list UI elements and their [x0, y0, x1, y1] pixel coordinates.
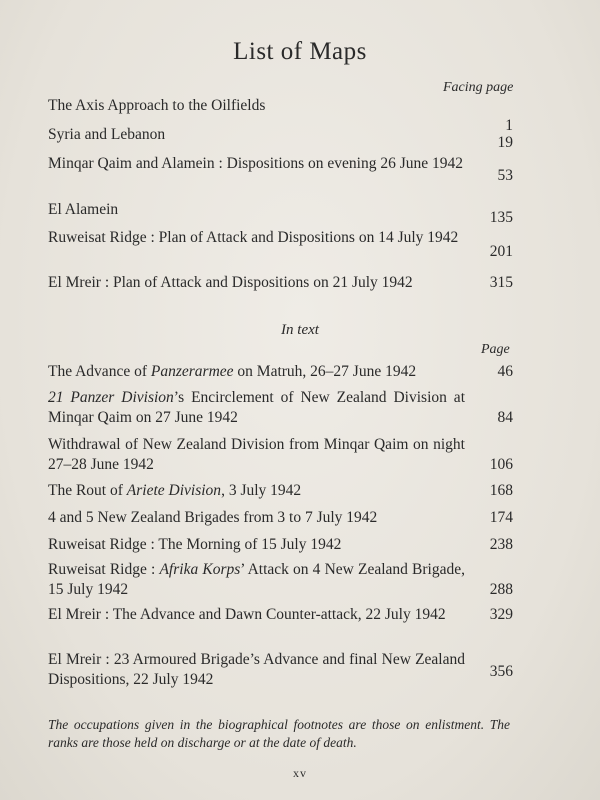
map-entry — [48, 96, 513, 134]
text-map-title-pre: The Rout of — [48, 482, 127, 499]
text-map-title-pre: 4 and 5 New Zealand Brigades from 3 to 7 July 1942 — [48, 509, 378, 526]
facing-page-label: Facing page — [443, 80, 514, 95]
in-text-heading: In text — [281, 322, 319, 338]
text-map-title-em: 21 Panzer Division — [48, 389, 174, 406]
map-entry-title: The Axis Approach to the Oilfields — [48, 97, 266, 114]
text-map-title-post: ’s Encirclement of New Zealand Division at Minqar Qaim on 27 June 1942 — [48, 389, 465, 426]
map-entry-page: 1 — [505, 117, 513, 134]
map-entry-title: El Mreir : Plan of Attack and Dispositions on 21 July 1942 — [48, 274, 413, 291]
text-map-title-post: , 3 July 1942 — [221, 482, 302, 499]
text-map-page: 329 — [489, 606, 513, 623]
text-map-title-pre: El Mreir : The Advance and Dawn Counter-attack, 22 July 1942 — [48, 606, 446, 623]
text-map-page: 356 — [489, 663, 513, 680]
map-entry-page: 315 — [489, 274, 513, 291]
text-map-entry — [48, 650, 513, 690]
text-map-title-pre: The Advance of — [48, 363, 151, 380]
text-map-entry — [48, 362, 513, 382]
text-map-title-em: Panzerarmee — [150, 363, 234, 380]
text-map-page: 288 — [489, 581, 513, 598]
map-entry — [48, 200, 513, 226]
text-map-page: 46 — [497, 363, 513, 380]
map-entry-title: Minqar Qaim and Alamein : Dispositions on evening 26 June 1942 — [48, 155, 464, 172]
map-entry — [48, 273, 513, 293]
footnote: The occupations given in the biographical footnotes are those on enlistment. The ranks are those held on discharge or at the date of death. — [48, 717, 510, 750]
map-entry-page: 201 — [489, 243, 513, 260]
text-map-title-pre: El Mreir : 23 Armoured Brigade’s Advance and final New Zealand Dispositions, 22 July 1942 — [48, 651, 465, 688]
text-map-title-pre: Ruweisat Ridge : The Morning of 15 July 1942 — [48, 536, 342, 553]
text-map-title-em: Afrika Korps — [159, 561, 241, 578]
map-entry — [48, 125, 513, 151]
text-map-entry — [48, 481, 513, 501]
text-map-page: 84 — [497, 409, 513, 426]
text-map-title-pre: Withdrawal of New Zealand Division from Minqar Qaim on night 27–28 June 1942 — [48, 436, 465, 473]
text-map-entry — [48, 560, 513, 600]
text-map-page: 106 — [489, 456, 513, 473]
text-map-page: 238 — [489, 536, 513, 553]
map-entry-title: El Alamein — [48, 201, 119, 218]
page-number: xv — [293, 766, 307, 780]
map-entry-title: Syria and Lebanon — [48, 126, 166, 143]
text-map-title-em: Ariete Division — [126, 482, 222, 499]
text-map-entry — [48, 435, 513, 475]
page-title: List of Maps — [233, 38, 367, 65]
text-map-page: 174 — [489, 509, 513, 526]
text-map-entry — [48, 388, 513, 428]
text-map-entry — [48, 605, 513, 625]
text-map-entry — [48, 508, 513, 528]
map-entry-page: 53 — [497, 167, 513, 184]
text-map-title-post: on Matruh, 26–27 June 1942 — [233, 363, 417, 380]
text-map-entry — [48, 535, 513, 555]
map-entry — [48, 228, 513, 260]
text-map-page: 168 — [489, 482, 513, 499]
text-map-title-pre: Ruweisat Ridge : — [48, 561, 160, 578]
map-entry-page: 135 — [489, 209, 513, 226]
map-entry-page: 19 — [497, 134, 513, 151]
map-entry-title: Ruweisat Ridge : Plan of Attack and Dispositions on 14 July 1942 — [48, 229, 459, 246]
text-map-title-post: ’ Attack on 4 New Zealand Brigade, 15 July 1942 — [48, 561, 465, 598]
map-entry — [48, 154, 513, 184]
page-label: Page — [481, 342, 510, 357]
